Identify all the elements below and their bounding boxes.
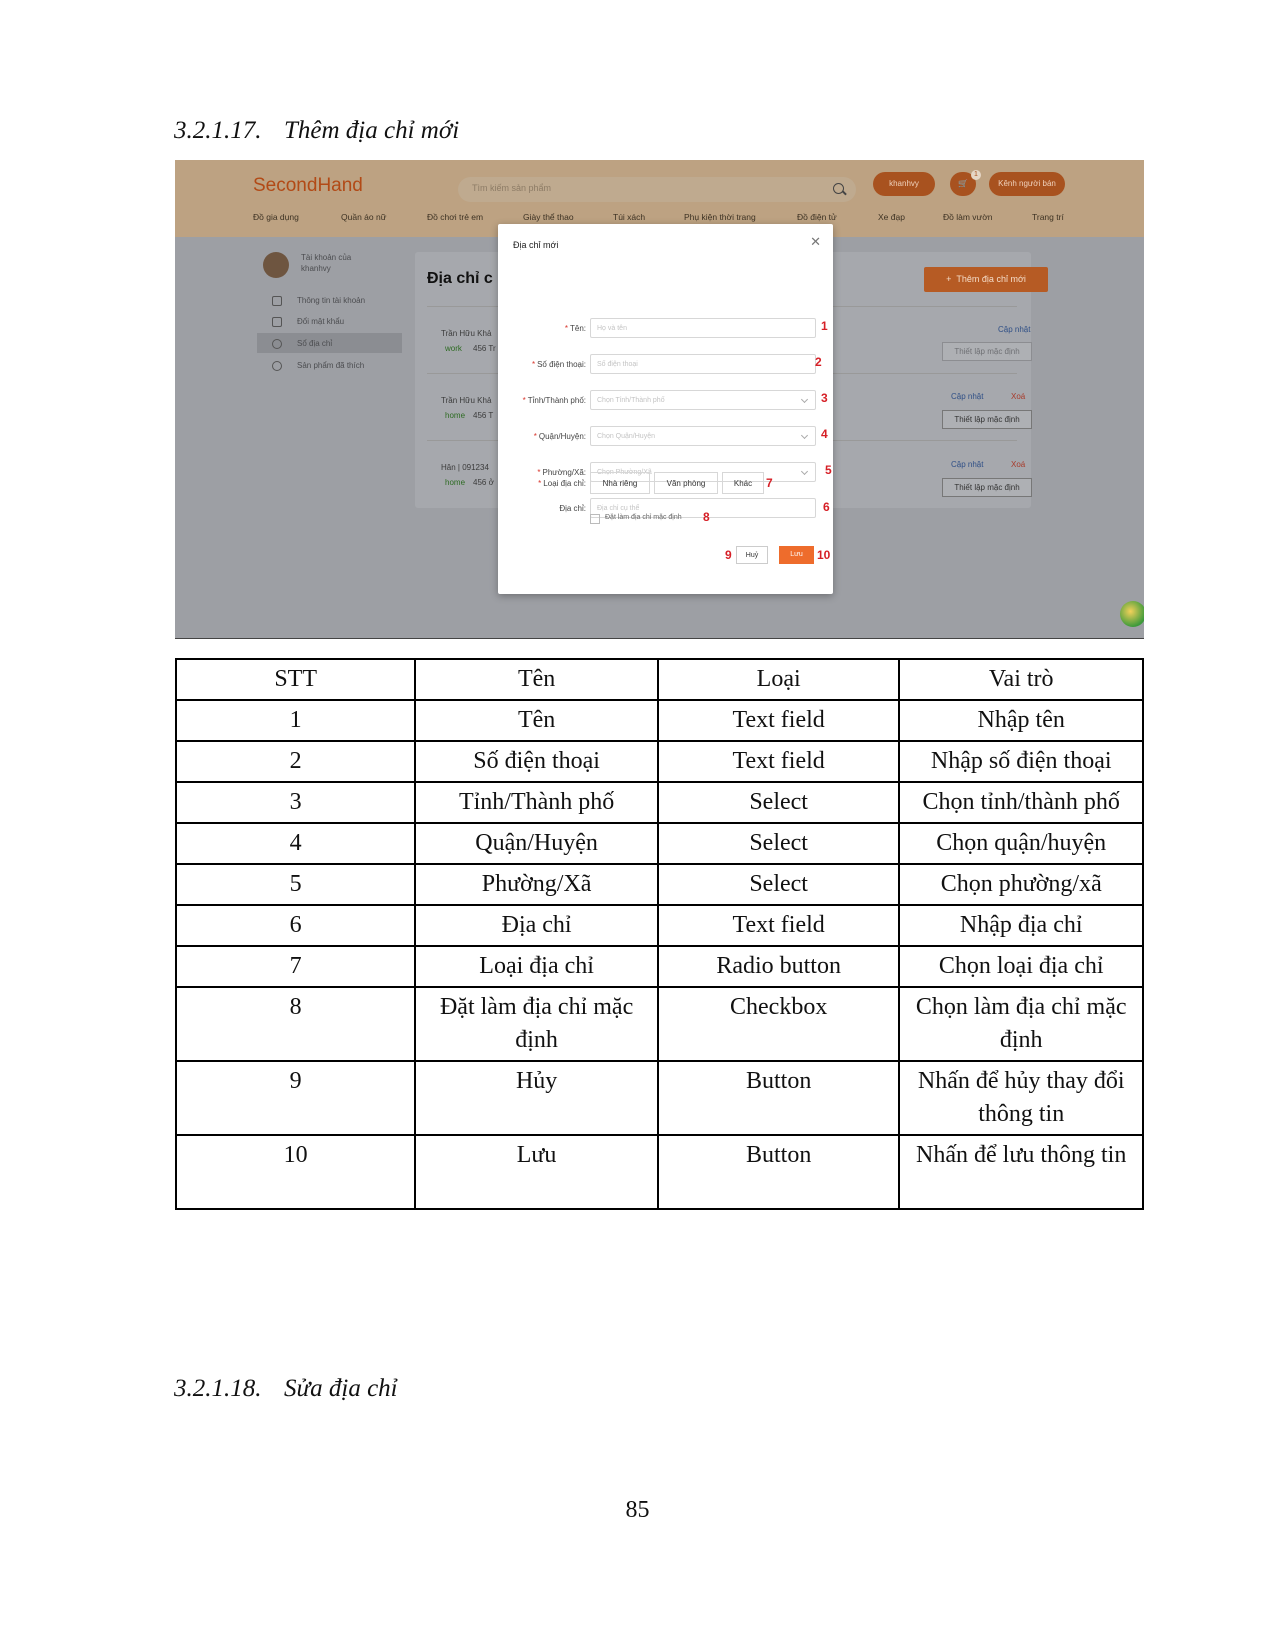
field-label-district: * Quận/Huyện: bbox=[533, 432, 586, 441]
table-cell: Chọn loại địa chỉ bbox=[899, 946, 1143, 987]
table-cell: Loại địa chỉ bbox=[415, 946, 658, 987]
section-title: Thêm địa chỉ mới bbox=[284, 117, 460, 144]
annotation-number: 7 bbox=[766, 476, 773, 490]
table-header: Loại bbox=[658, 659, 900, 700]
sidebar-item-account-info[interactable]: Thông tin tài khoản bbox=[297, 296, 366, 305]
update-link[interactable]: Cập nhật bbox=[951, 460, 984, 469]
field-label-name-text: Tên: bbox=[569, 324, 586, 333]
annotation-number: 3 bbox=[821, 391, 828, 405]
field-label-province-text: Tỉnh/Thành phố: bbox=[527, 396, 586, 405]
category-item[interactable]: Đồ chơi trẻ em bbox=[427, 212, 484, 222]
delete-link[interactable]: Xoá bbox=[1011, 392, 1026, 401]
address-type-office[interactable]: Văn phòng bbox=[654, 472, 718, 494]
lock-icon bbox=[272, 317, 282, 327]
field-label-address-type-text: Loại địa chỉ: bbox=[543, 479, 586, 488]
table-cell: Checkbox bbox=[658, 987, 900, 1061]
address-text: 456 Tr bbox=[473, 344, 496, 353]
address-text: 456 T bbox=[473, 411, 494, 420]
address-tag: home bbox=[445, 478, 466, 487]
table-cell: Nhấn để hủy thay đổi thông tin bbox=[899, 1061, 1143, 1135]
cart-badge: 1 bbox=[971, 170, 981, 180]
category-item[interactable]: Trang trí bbox=[1032, 212, 1064, 222]
field-label-ward-text: Phường/Xã: bbox=[542, 468, 586, 477]
sidebar-item-address-book[interactable]: Sổ địa chỉ bbox=[297, 339, 333, 348]
table-cell: 8 bbox=[176, 987, 415, 1061]
table-cell: Select bbox=[658, 782, 900, 823]
table-cell: Nhập tên bbox=[899, 700, 1143, 741]
table-cell: Số điện thoại bbox=[415, 741, 658, 782]
table-cell: Quận/Huyện bbox=[415, 823, 658, 864]
address-name: Hân | 091234 bbox=[441, 463, 489, 472]
annotation-number: 1 bbox=[821, 319, 828, 333]
table-header: STT bbox=[176, 659, 415, 700]
field-label-district-text: Quận/Huyện: bbox=[538, 432, 586, 441]
avatar bbox=[263, 252, 289, 278]
table-row bbox=[176, 946, 1143, 987]
address-name: Trần Hữu Khả bbox=[441, 396, 492, 405]
annotation-number: 4 bbox=[821, 427, 828, 441]
modal-lower-section bbox=[498, 224, 833, 594]
category-item[interactable]: Túi xách bbox=[613, 212, 646, 222]
table-cell: 5 bbox=[176, 864, 415, 905]
table-row bbox=[176, 1061, 1143, 1135]
table-cell: Text field bbox=[658, 905, 900, 946]
annotation-number: 5 bbox=[825, 463, 832, 477]
table-cell: Hủy bbox=[415, 1061, 658, 1135]
address-tag: home bbox=[445, 411, 466, 420]
table-cell: 1 bbox=[176, 700, 415, 741]
address-text: 456 ở bbox=[473, 478, 494, 487]
table-cell: Chọn làm địa chỉ mặc định bbox=[899, 987, 1143, 1061]
user-icon bbox=[272, 296, 282, 306]
table-cell: 7 bbox=[176, 946, 415, 987]
sidebar-item-liked-products[interactable]: Sản phẩm đã thích bbox=[297, 361, 365, 370]
table-header-row bbox=[176, 659, 1143, 700]
field-label-ward: * Phường/Xã: bbox=[537, 468, 586, 477]
default-checkbox-label: Đặt làm địa chỉ mặc định bbox=[605, 514, 682, 521]
annotation-number: 8 bbox=[703, 510, 710, 524]
category-item[interactable]: Đồ gia dụng bbox=[253, 212, 299, 222]
table-cell: 4 bbox=[176, 823, 415, 864]
district-placeholder: Chọn Quận/Huyện bbox=[597, 433, 655, 440]
section-title: Sửa địa chỉ bbox=[284, 1375, 398, 1402]
table-cell: Tỉnh/Thành phố bbox=[415, 782, 658, 823]
table-cell: Địa chỉ bbox=[415, 905, 658, 946]
table-row bbox=[176, 700, 1143, 741]
table-cell: 9 bbox=[176, 1061, 415, 1135]
set-default-button[interactable]: Thiết lập mặc định bbox=[942, 478, 1032, 497]
sidebar-item-change-password[interactable]: Đổi mật khẩu bbox=[297, 317, 345, 326]
category-item[interactable]: Phụ kiện thời trang bbox=[684, 212, 756, 222]
chat-bubble-icon[interactable] bbox=[1120, 601, 1144, 627]
cancel-button[interactable]: Huỷ bbox=[736, 546, 768, 564]
table-cell: Lưu bbox=[415, 1135, 658, 1209]
category-item[interactable]: Đồ điện tử bbox=[797, 212, 837, 222]
table-cell: 2 bbox=[176, 741, 415, 782]
table-cell: Button bbox=[658, 1061, 900, 1135]
category-item[interactable]: Giày thể thao bbox=[523, 212, 574, 222]
category-item[interactable]: Quần áo nữ bbox=[341, 212, 387, 222]
table-cell: Radio button bbox=[658, 946, 900, 987]
table-cell: Chọn quận/huyện bbox=[899, 823, 1143, 864]
table-cell: Select bbox=[658, 864, 900, 905]
account-of-label: Tài khoản của bbox=[301, 253, 352, 262]
field-label-address: Địa chỉ: bbox=[559, 504, 586, 513]
address-name: Trần Hữu Khả bbox=[441, 329, 492, 338]
update-link[interactable]: Cập nhật bbox=[951, 392, 984, 401]
component-table bbox=[175, 658, 1144, 1210]
name-input[interactable]: Họ và tên bbox=[590, 318, 816, 338]
default-checkbox[interactable] bbox=[590, 514, 600, 524]
search-placeholder: Tìm kiếm sản phẩm bbox=[472, 183, 552, 193]
table-row bbox=[176, 782, 1143, 823]
category-item[interactable]: Đồ làm vườn bbox=[943, 212, 993, 222]
save-button[interactable]: Lưu bbox=[779, 546, 814, 564]
set-default-button[interactable]: Thiết lập mặc định bbox=[942, 410, 1032, 429]
modal-title: Địa chỉ mới bbox=[513, 240, 559, 250]
table-row bbox=[176, 1135, 1143, 1209]
table-cell: Nhấn để lưu thông tin bbox=[899, 1135, 1143, 1209]
table-cell: Button bbox=[658, 1135, 900, 1209]
section-heading-edit-address bbox=[174, 1375, 398, 1403]
ward-placeholder: Chọn Phường/Xã bbox=[597, 469, 652, 476]
annotation-number: 2 bbox=[815, 355, 822, 369]
table-row bbox=[176, 864, 1143, 905]
username-label: khanhvy bbox=[301, 264, 331, 273]
table-cell: Đặt làm địa chỉ mặc định bbox=[415, 987, 658, 1061]
table-cell: Phường/Xã bbox=[415, 864, 658, 905]
annotation-number: 9 bbox=[725, 548, 732, 562]
table-cell: Chọn tỉnh/thành phố bbox=[899, 782, 1143, 823]
field-label-address-type: * Loại địa chỉ: bbox=[538, 479, 586, 488]
field-label-phone: * Số điện thoại: bbox=[531, 360, 586, 369]
category-item[interactable]: Xe đạp bbox=[878, 212, 905, 222]
field-label-phone-text: Số điện thoại: bbox=[537, 360, 586, 369]
province-placeholder: Chọn Tỉnh/Thành phố bbox=[597, 397, 665, 404]
table-cell: Text field bbox=[658, 741, 900, 782]
table-row bbox=[176, 823, 1143, 864]
address-input[interactable]: Địa chỉ cụ thể bbox=[590, 498, 816, 518]
search-bar[interactable] bbox=[458, 177, 856, 202]
section-number: 3.2.1.17. bbox=[174, 117, 262, 144]
table-cell: Text field bbox=[658, 700, 900, 741]
table-cell: 3 bbox=[176, 782, 415, 823]
field-label-name: * Tên: bbox=[564, 324, 586, 333]
table-cell: Select bbox=[658, 823, 900, 864]
table-cell: Nhập số điện thoại bbox=[899, 741, 1143, 782]
table-cell: 6 bbox=[176, 905, 415, 946]
close-icon[interactable]: ✕ bbox=[810, 234, 821, 249]
address-tag: work bbox=[445, 344, 462, 353]
add-address-button[interactable]: + Thêm địa chỉ mới bbox=[924, 267, 1048, 292]
address-type-home[interactable]: Nhà riêng bbox=[590, 472, 650, 494]
field-label-province: * Tỉnh/Thành phố: bbox=[522, 396, 586, 405]
table-cell: Nhập địa chỉ bbox=[899, 905, 1143, 946]
address-type-other[interactable]: Khác bbox=[722, 472, 764, 494]
annotation-number: 6 bbox=[823, 500, 830, 514]
user-button[interactable]: khanhvy bbox=[873, 172, 935, 196]
table-header: Tên bbox=[415, 659, 658, 700]
add-address-label: Thêm địa chỉ mới bbox=[956, 274, 1026, 284]
annotation-number: 10 bbox=[817, 548, 831, 562]
table-cell: Chọn phường/xã bbox=[899, 864, 1143, 905]
table-row bbox=[176, 905, 1143, 946]
heart-icon bbox=[272, 361, 282, 371]
table-cell: 10 bbox=[176, 1135, 415, 1209]
page-title: Địa chỉ c bbox=[427, 270, 493, 287]
site-logo[interactable]: SecondHand bbox=[253, 175, 363, 196]
section-heading-add-address bbox=[174, 117, 459, 145]
update-link[interactable]: Cập nhật bbox=[998, 325, 1031, 334]
cart-icon[interactable]: 🛒 bbox=[950, 172, 976, 196]
table-row bbox=[176, 741, 1143, 782]
set-default-button[interactable]: Thiết lập mặc định bbox=[942, 342, 1032, 361]
search-icon[interactable] bbox=[833, 183, 844, 194]
phone-input[interactable]: Số điện thoại bbox=[590, 354, 816, 374]
table-row bbox=[176, 987, 1143, 1061]
location-icon bbox=[272, 339, 282, 349]
table-cell: Tên bbox=[415, 700, 658, 741]
section-number: 3.2.1.18. bbox=[174, 1375, 262, 1402]
table-header: Vai trò bbox=[899, 659, 1143, 700]
delete-link[interactable]: Xoá bbox=[1011, 460, 1026, 469]
page-number: 85 bbox=[625, 1497, 650, 1523]
seller-channel-button[interactable]: Kênh người bán bbox=[989, 172, 1065, 196]
